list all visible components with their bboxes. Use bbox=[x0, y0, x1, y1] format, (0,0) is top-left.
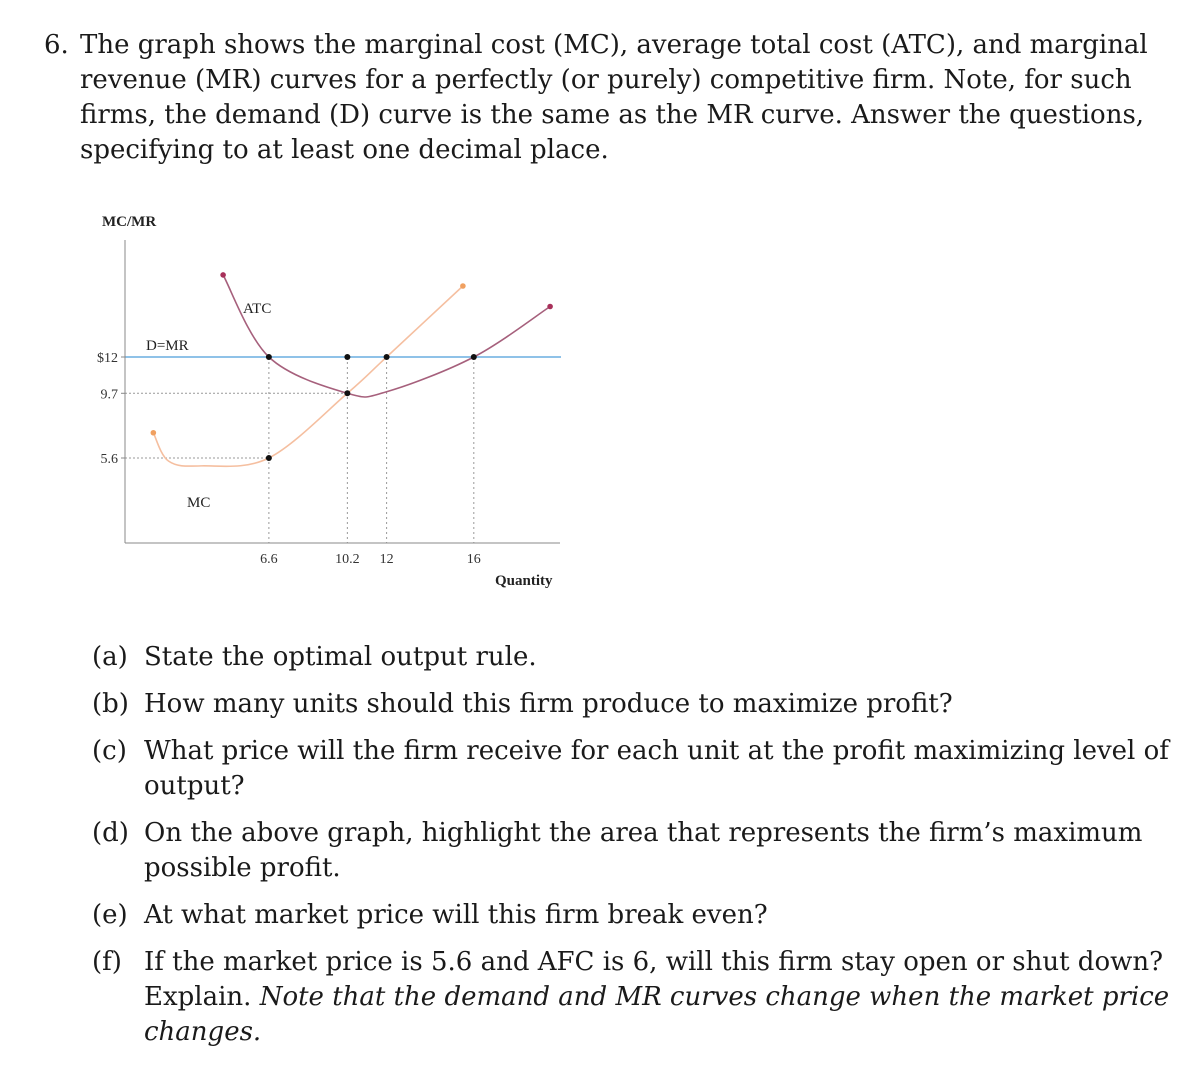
dmr-label: D=MR bbox=[146, 338, 189, 354]
curve-end-marker bbox=[460, 283, 466, 289]
part-line: At what market price will this firm break even? bbox=[144, 900, 768, 930]
mc-curve bbox=[153, 286, 463, 466]
question-text bbox=[80, 28, 1148, 168]
part-line: What price will the firm receive for each unit at the profit maximizing level of bbox=[144, 736, 1169, 766]
part-label: (b) bbox=[92, 689, 129, 719]
y-axis-title: MC/MR bbox=[102, 214, 157, 230]
intersection-dot bbox=[471, 354, 477, 360]
curve-end-marker bbox=[151, 430, 157, 436]
intersection-dot bbox=[344, 390, 350, 396]
y-tick-label: 9.7 bbox=[100, 387, 118, 403]
part-note: changes. bbox=[144, 1017, 262, 1047]
y-tick-label: $12 bbox=[97, 351, 118, 366]
atc-label: ATC bbox=[243, 301, 272, 317]
part-label: (c) bbox=[92, 736, 127, 766]
x-tick-label: 16 bbox=[466, 552, 481, 567]
x-tick-label: 12 bbox=[379, 552, 394, 567]
y-tick-label: 5.6 bbox=[100, 451, 118, 467]
part-note: Note that the demand and MR curves change when the market price bbox=[259, 982, 1170, 1012]
question-header bbox=[44, 28, 1148, 168]
sub-question-a bbox=[92, 640, 1112, 675]
sub-question-e bbox=[92, 898, 1112, 933]
curve-end-marker bbox=[547, 304, 553, 310]
intersection-dot bbox=[384, 354, 390, 360]
curve-end-marker bbox=[220, 272, 226, 278]
part-line: If the market price is 5.6 and AFC is 6, will this firm stay open or shut down? bbox=[144, 947, 1164, 977]
sub-question-f bbox=[92, 945, 1170, 1050]
question-line: The graph shows the marginal cost (MC), average total cost (ATC), and marginal bbox=[80, 30, 1148, 60]
part-label: (a) bbox=[92, 642, 128, 672]
x-tick-label: 10.2 bbox=[335, 552, 360, 567]
x-tick-label: 6.6 bbox=[260, 552, 278, 567]
x-axis-title: Quantity bbox=[495, 573, 553, 589]
intersection-dot bbox=[266, 354, 272, 360]
intersection-dot bbox=[266, 455, 272, 461]
part-line: possible profit. bbox=[144, 853, 341, 883]
sub-question-d bbox=[92, 816, 1143, 886]
part-label: (e) bbox=[92, 900, 128, 930]
question-line: revenue (MR) curves for a perfectly (or purely) competitive firm. Note, for such bbox=[80, 65, 1132, 95]
part-line-plain: Explain. bbox=[144, 982, 252, 1012]
question-number: 6. bbox=[44, 30, 69, 60]
part-line bbox=[144, 980, 1170, 1015]
part-label: (f) bbox=[92, 947, 122, 977]
part-line: How many units should this firm produce to maximize profit? bbox=[144, 689, 953, 719]
part-line: output? bbox=[144, 771, 245, 801]
intersection-dot bbox=[344, 354, 350, 360]
sub-questions bbox=[92, 640, 1170, 1062]
part-label: (d) bbox=[92, 818, 129, 848]
sub-question-c bbox=[92, 734, 1169, 804]
question-line: specifying to at least one decimal place. bbox=[80, 135, 609, 165]
question-line: firms, the demand (D) curve is the same as the MR curve. Answer the questions, bbox=[80, 100, 1145, 130]
cost-curves-graph bbox=[80, 200, 580, 600]
sub-question-b bbox=[92, 687, 1112, 722]
mc-label: MC bbox=[187, 495, 211, 511]
part-line: State the optimal output rule. bbox=[144, 642, 537, 672]
part-line: On the above graph, highlight the area that represents the firm’s maximum bbox=[144, 818, 1143, 848]
